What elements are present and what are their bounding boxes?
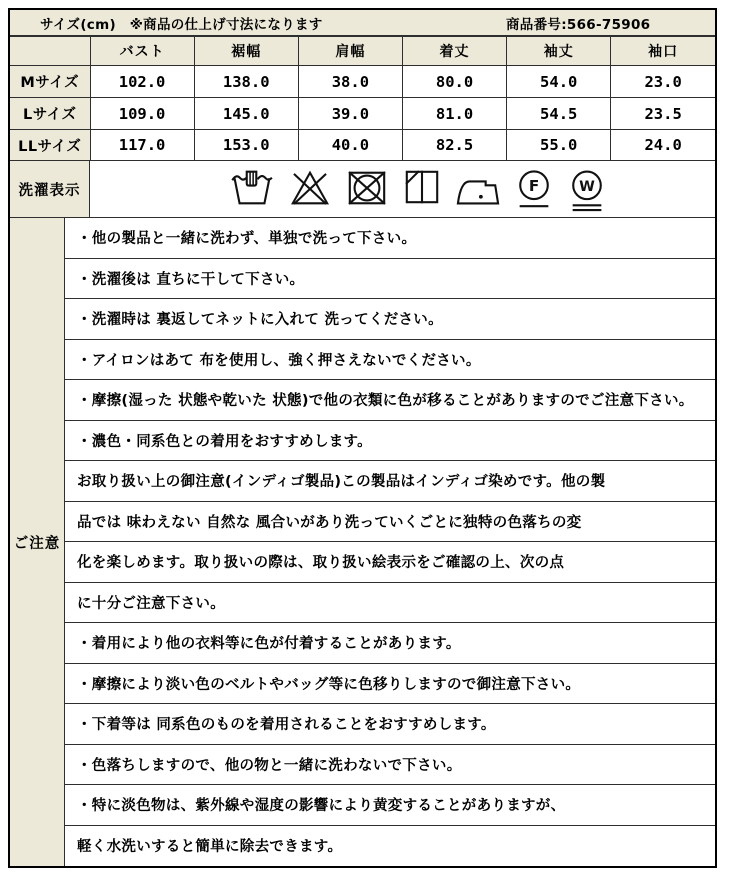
size-row-l bbox=[10, 98, 715, 130]
do-not-bleach-icon bbox=[289, 168, 331, 208]
size-unit-note: サイズ(cm) ※商品の仕上げ寸法になります bbox=[40, 16, 323, 33]
col-header-cuff: 袖口 bbox=[611, 37, 715, 66]
caution-line: ・摩擦(湿った 状態や乾いた 状態)で他の衣類に色が移ることがありますのでご注意下さい。 bbox=[65, 380, 715, 421]
caution-line: お取り扱い上の御注意(インディゴ製品)この製品はインディゴ染めです。他の製 bbox=[65, 461, 715, 502]
size-row-ll bbox=[10, 130, 715, 161]
cautions-section bbox=[10, 218, 715, 866]
cautions-label: ご注意 bbox=[10, 218, 65, 866]
size-value-cell: 23.0 bbox=[611, 66, 715, 98]
caution-line: ・濃色・同系色との着用をおすすめします。 bbox=[65, 421, 715, 462]
product-number: 商品番号:566-75906 bbox=[506, 16, 651, 33]
dry-clean-petroleum-gentle-icon bbox=[515, 168, 553, 212]
caution-line: に十分ご注意下さい。 bbox=[65, 583, 715, 624]
iron-low-heat-icon bbox=[456, 173, 500, 209]
caution-line: ・色落ちしますので、他の物と一緒に洗わないで下さい。 bbox=[65, 745, 715, 786]
size-value-cell: 109.0 bbox=[90, 98, 194, 130]
hand-wash-icon bbox=[230, 168, 274, 208]
laundry-care-row bbox=[10, 161, 715, 218]
svg-text:F: F bbox=[528, 176, 539, 195]
caution-line: ・洗濯時は 裏返してネットに入れて 洗ってください。 bbox=[65, 299, 715, 340]
caution-line: 品では 味わえない 自然な 風合いがあり洗っていくごとに独特の色落ちの変 bbox=[65, 502, 715, 543]
caution-line: ・摩擦により淡い色のベルトやバッグ等に色移りしますので御注意下さい。 bbox=[65, 664, 715, 705]
line-dry-in-shade-icon bbox=[403, 168, 441, 206]
col-header-hem-width: 裾幅 bbox=[194, 37, 298, 66]
size-value-cell: 82.5 bbox=[402, 130, 506, 161]
size-table bbox=[10, 36, 715, 161]
caution-line: 化を楽しめます。取り扱いの際は、取り扱い絵表示をご確認の上、次の点 bbox=[65, 542, 715, 583]
svg-text:W: W bbox=[578, 179, 595, 196]
size-value-cell: 138.0 bbox=[194, 66, 298, 98]
size-value-cell: 54.5 bbox=[507, 98, 611, 130]
size-table-header-row bbox=[10, 37, 715, 66]
col-header-shoulder-width: 肩幅 bbox=[298, 37, 402, 66]
size-value-cell: 117.0 bbox=[90, 130, 194, 161]
caution-line: 軽く水洗いすると簡単に除去できます。 bbox=[77, 839, 343, 856]
size-row-label: LLサイズ bbox=[10, 130, 90, 161]
size-value-cell: 80.0 bbox=[402, 66, 506, 98]
wet-clean-very-gentle-icon bbox=[568, 168, 606, 216]
caution-line: ・アイロンはあて 布を使用し、強く押さえないでください。 bbox=[65, 340, 715, 381]
title-bar bbox=[10, 10, 715, 36]
size-value-cell: 81.0 bbox=[402, 98, 506, 130]
size-row-m bbox=[10, 66, 715, 98]
size-value-cell: 38.0 bbox=[298, 66, 402, 98]
cautions-lines bbox=[65, 218, 715, 866]
size-value-cell: 40.0 bbox=[298, 130, 402, 161]
corner-cell bbox=[10, 37, 90, 66]
col-header-length: 着丈 bbox=[402, 37, 506, 66]
size-value-cell: 54.0 bbox=[507, 66, 611, 98]
size-value-cell: 145.0 bbox=[194, 98, 298, 130]
size-value-cell: 23.5 bbox=[611, 98, 715, 130]
caution-line: ・着用により他の衣料等に色が付着することがあります。 bbox=[65, 623, 715, 664]
col-header-sleeve-length: 袖丈 bbox=[507, 37, 611, 66]
size-value-cell: 24.0 bbox=[611, 130, 715, 161]
size-value-cell: 153.0 bbox=[194, 130, 298, 161]
size-row-label: Lサイズ bbox=[10, 98, 90, 130]
caution-line: ・特に淡色物は、紫外線や湿度の影響により黄変することがありますが、 bbox=[65, 785, 715, 826]
product-size-spec-sheet bbox=[8, 8, 717, 868]
caution-line: ・他の製品と一緒に洗わず、単独で洗って下さい。 bbox=[65, 218, 715, 259]
caution-line: ・下着等は 同系色のものを着用されることをおすすめします。 bbox=[65, 704, 715, 745]
size-value-cell: 55.0 bbox=[507, 130, 611, 161]
size-value-cell: 39.0 bbox=[298, 98, 402, 130]
size-row-label: Mサイズ bbox=[10, 66, 90, 98]
do-not-tumble-dry-icon bbox=[346, 168, 388, 208]
col-header-bust: バスト bbox=[90, 37, 194, 66]
size-value-cell: 102.0 bbox=[90, 66, 194, 98]
laundry-care-icons bbox=[90, 161, 715, 217]
laundry-care-label: 洗濯表示 bbox=[10, 161, 90, 217]
caution-line: ・洗濯後は 直ちに干して下さい。 bbox=[65, 259, 715, 300]
